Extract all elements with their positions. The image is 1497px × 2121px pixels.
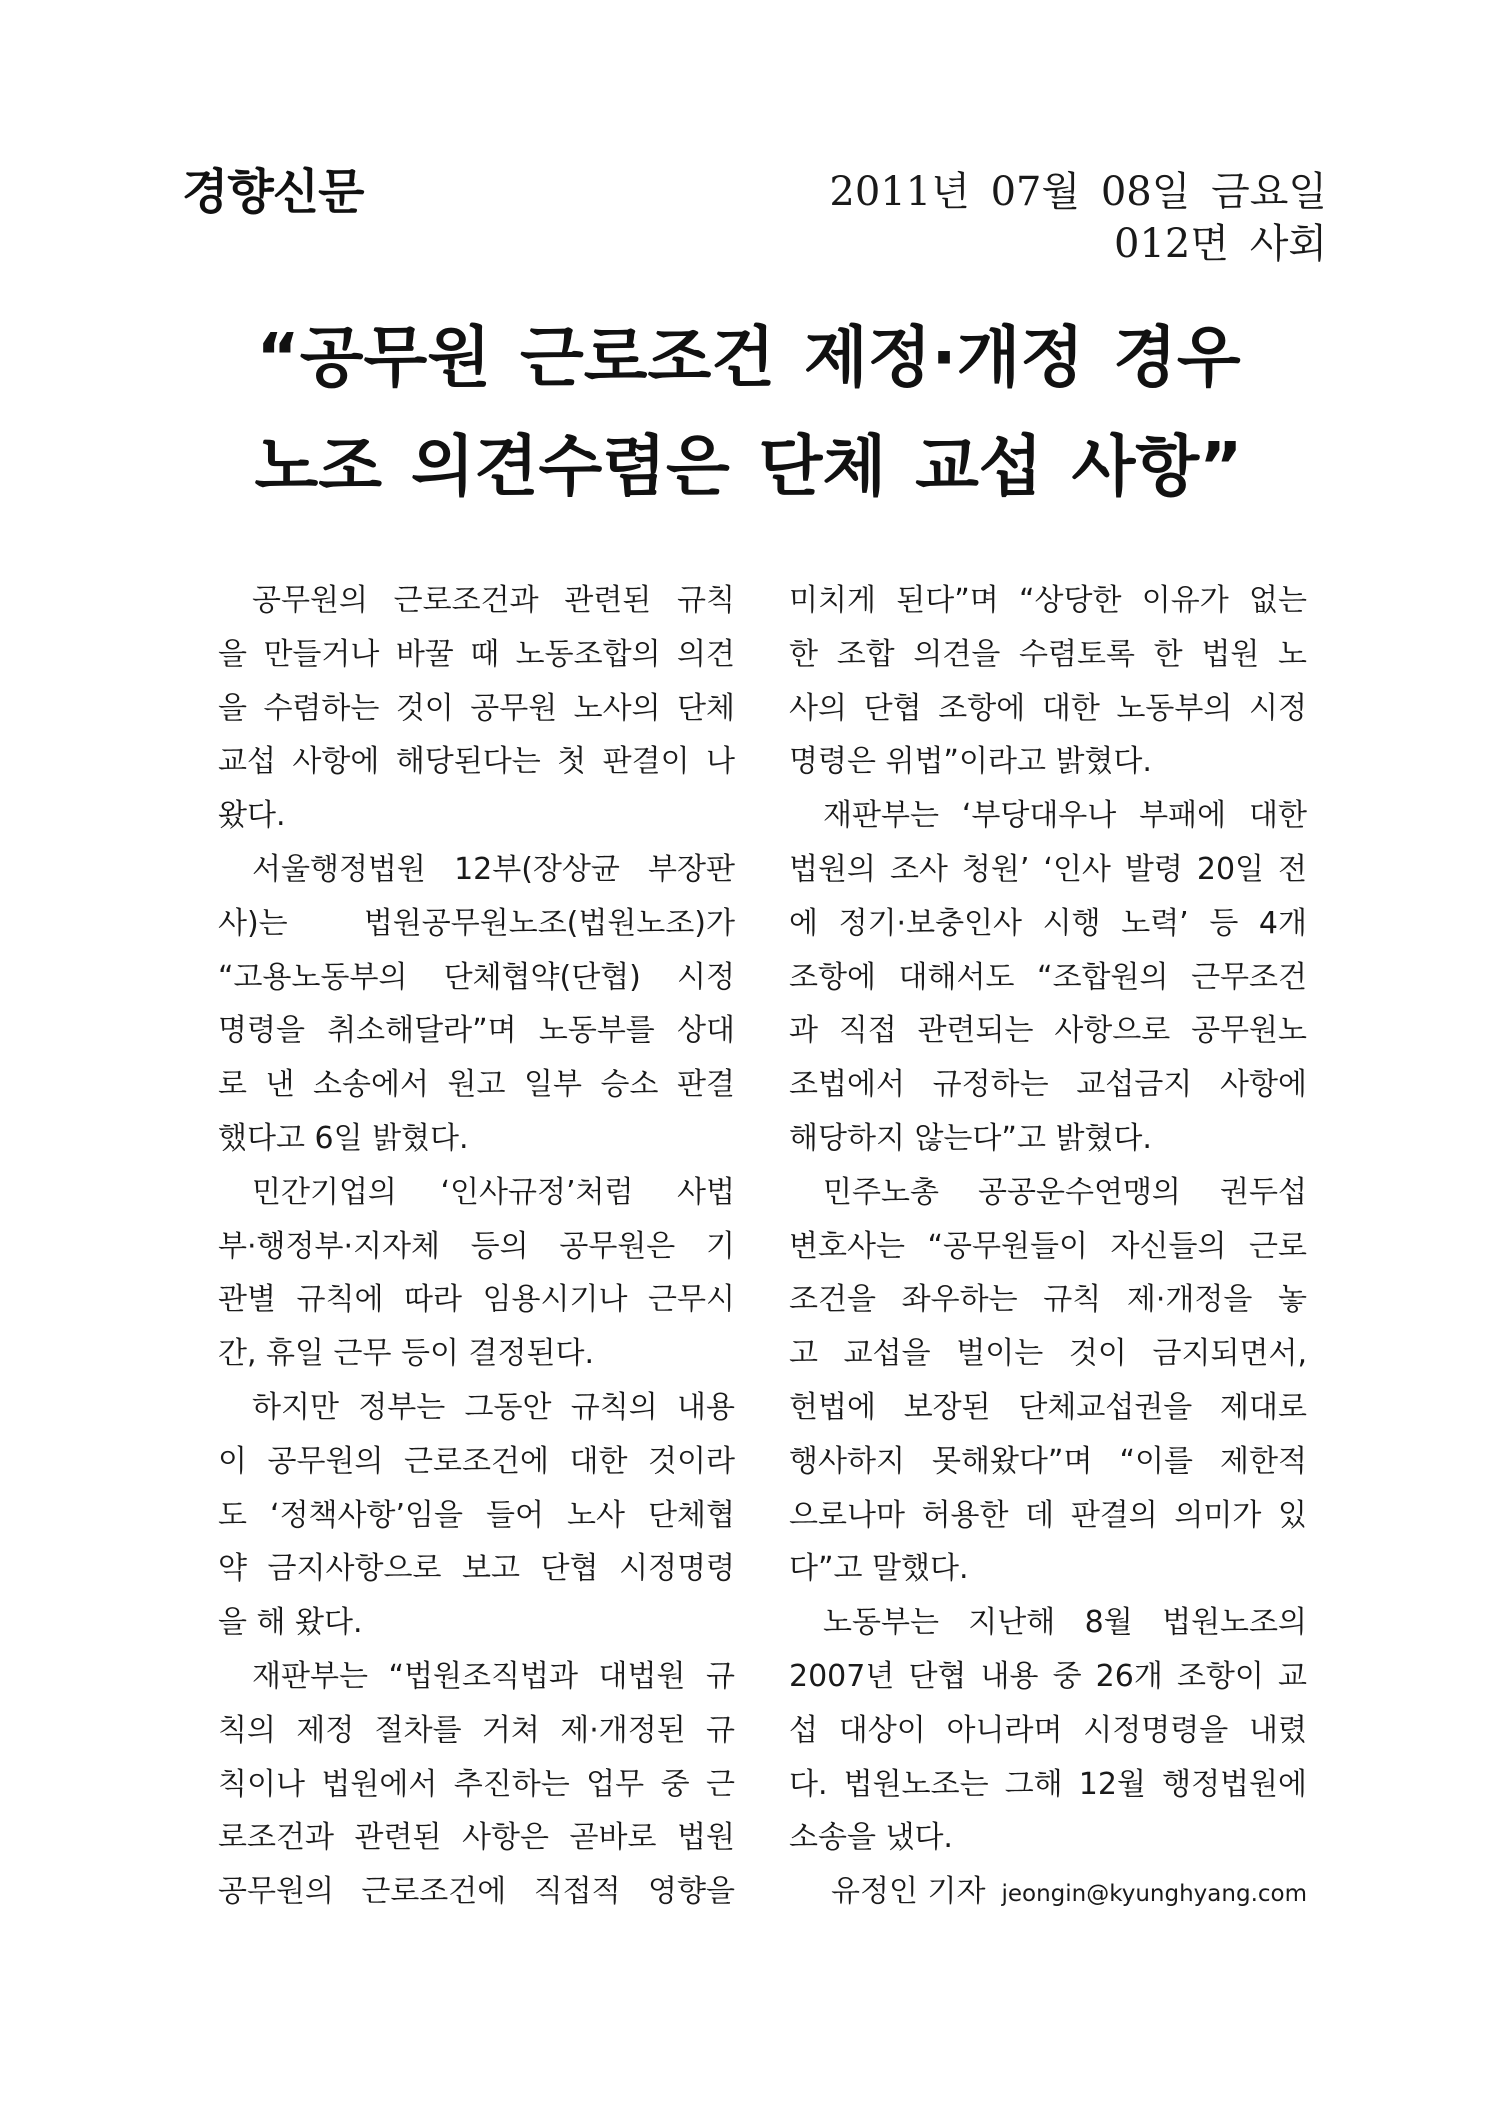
article-line: 하지만 정부는 그동안 규칙의 내용 <box>252 1389 735 1425</box>
article-line: 사의 단협 조항에 대한 노동부의 시정 <box>789 690 1307 726</box>
article-line: 칙이나 법원에서 추진하는 업무 중 근 <box>218 1766 735 1802</box>
article-line: 교섭 사항에 해당된다는 첫 판결이 나 <box>218 744 735 780</box>
article-line: 왔다. <box>218 798 286 834</box>
article-line: 변호사는 “공무원들이 자신들의 근로 <box>789 1228 1307 1264</box>
article-headline <box>0 303 1497 521</box>
article-line: 다”고 말했다. <box>789 1551 969 1587</box>
article-line: 조법에서 규정하는 교섭금지 사항에 <box>789 1067 1307 1103</box>
article-left-column <box>218 574 735 1919</box>
page-section: 012면 사회 <box>1114 221 1327 267</box>
article-line: 조건을 좌우하는 규칙 제·개정을 놓 <box>789 1282 1307 1318</box>
article-line: 다. 법원노조는 그해 12월 행정법원에 <box>789 1766 1307 1802</box>
article-line: 민간기업의 ‘인사규정’처럼 사법 <box>252 1174 735 1210</box>
newspaper-logo: 경향신문 <box>182 164 364 220</box>
article-line: 조항에 대해서도 “조합원의 근무조건 <box>789 959 1307 995</box>
reporter-email: jeongin@kyunghyang.com <box>1001 1881 1307 1908</box>
article-line: 재판부는 “법원조직법과 대법원 규 <box>252 1658 735 1694</box>
article-line: 으로나마 허용한 데 판결의 의미가 있 <box>789 1497 1307 1533</box>
article-line: 을 만들거나 바꿀 때 노동조합의 의견 <box>218 636 735 672</box>
article-line: 서울행정법원 12부(장상균 부장판 <box>252 851 735 887</box>
article-line: 이 공무원의 근로조건에 대한 것이라 <box>218 1443 735 1479</box>
article-line: 미치게 된다”며 “상당한 이유가 없는 <box>789 583 1307 618</box>
article-line: 로 낸 소송에서 원고 일부 승소 판결 <box>218 1067 735 1103</box>
article-line: 섭 대상이 아니라며 시정명령을 내렸 <box>789 1712 1307 1748</box>
article-line: 을 수렴하는 것이 공무원 노사의 단체 <box>218 690 735 726</box>
article-line: 사)는 법원공무원노조(법원노조)가 <box>218 905 735 941</box>
article-line: 고 교섭을 벌이는 것이 금지되면서, <box>789 1336 1307 1372</box>
article-line: 노동부는 지난해 8월 법원노조의 <box>823 1605 1307 1641</box>
article-line: 명령을 취소해달라”며 노동부를 상대 <box>218 1013 735 1049</box>
article-line: 간, 휴일 근무 등이 결정된다. <box>218 1336 594 1372</box>
headline-line-2: 노조 의견수렴은 단체 교섭 사항” <box>254 428 1243 505</box>
article-line: 해당하지 않는다”고 밝혔다. <box>789 1120 1152 1156</box>
article-line: 을 해 왔다. <box>218 1605 363 1641</box>
reporter-name: 유정인 기자 <box>831 1874 986 1910</box>
article-line: 공무원의 근로조건에 직접적 영향을 <box>218 1874 735 1910</box>
article-line: 과 직접 관련되는 사항으로 공무원노 <box>789 1013 1307 1049</box>
article-line: 도 ‘정책사항’임을 들어 노사 단체협 <box>218 1497 735 1533</box>
article-byline <box>789 1865 1307 1919</box>
article-line: 명령은 위법”이라고 밝혔다. <box>789 744 1152 780</box>
article-line: 재판부는 ‘부당대우나 부패에 대한 <box>823 798 1307 834</box>
article-line: 소송을 냈다. <box>789 1820 953 1856</box>
article-line: 헌법에 보장된 단체교섭권을 제대로 <box>789 1389 1307 1425</box>
headline-line-1: “공무원 근로조건 제정·개정 경우 <box>256 319 1241 396</box>
article-line: 부·행정부·지자체 등의 공무원은 기 <box>218 1228 735 1264</box>
article-line: 2007년 단협 내용 중 26개 조항이 교 <box>789 1658 1307 1694</box>
article-line: 한 조합 의견을 수렴토록 한 법원 노 <box>789 636 1307 672</box>
article-line: 로조건과 관련된 사항은 곧바로 법원 <box>218 1820 735 1856</box>
article-line: 관별 규칙에 따라 임용시기나 근무시 <box>218 1282 735 1318</box>
article-line: 법원의 조사 청원’ ‘인사 발령 20일 전 <box>789 851 1307 887</box>
article-line: 민주노총 공공운수연맹의 권두섭 <box>823 1174 1307 1210</box>
article-line: 약 금지사항으로 보고 단협 시정명령 <box>218 1551 735 1587</box>
article-line: 공무원의 근로조건과 관련된 규칙 <box>252 583 735 618</box>
issue-date: 2011년 07월 08일 금요일 <box>829 169 1327 215</box>
article-line: 칙의 제정 절차를 거쳐 제·개정된 규 <box>218 1712 735 1748</box>
article-line: “고용노동부의 단체협약(단협) 시정 <box>218 959 735 995</box>
issue-info <box>829 166 1327 270</box>
article-line: 행사하지 못해왔다”며 “이를 제한적 <box>789 1443 1307 1479</box>
article-right-column <box>789 574 1307 1919</box>
article-line: 에 정기·보충인사 시행 노력’ 등 4개 <box>789 905 1307 941</box>
article-line: 했다고 6일 밝혔다. <box>218 1120 469 1156</box>
